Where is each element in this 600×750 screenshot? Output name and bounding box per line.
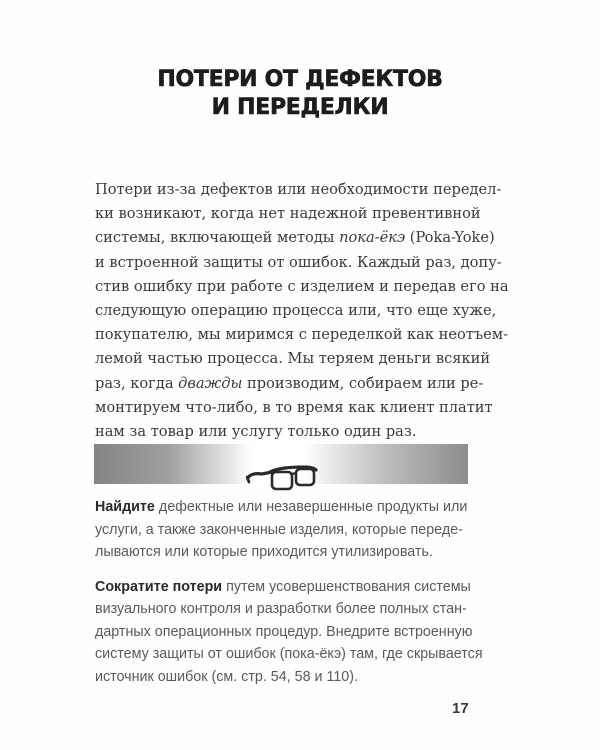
tip-line	[95, 496, 469, 519]
tip-text: путем усовершенствования системы	[222, 578, 471, 595]
tip-line: услуги, а также законченные изделия, которые переде-	[95, 521, 463, 538]
body-paragraph	[95, 178, 509, 444]
tip-reduce	[95, 576, 483, 689]
tip-line: источник ошибок (см. стр. 54, 58 и 110).	[95, 668, 358, 685]
body-line: ки возникают, когда нет надежной превентивной	[95, 205, 481, 223]
poka-yoke-latin: (Poka-Yoke)	[405, 229, 495, 247]
heading-line-1: ПОТЕРИ ОТ ДЕФЕКТОВ	[157, 67, 443, 92]
body-line-text: производим, собираем или ре-	[242, 374, 484, 392]
eyeglasses-icon	[246, 462, 318, 492]
gradient-banner	[94, 444, 468, 484]
body-line: покупателю, мы миримся с переделкой как неотъем-	[95, 326, 509, 344]
body-line: следующую операцию процесса или, что еще хуже,	[95, 302, 497, 320]
body-line	[95, 226, 495, 250]
tip-reduce-lead: Сократите потери	[95, 578, 223, 595]
body-line: и встроенной защиты от ошибок. Каждый раз, допу-	[95, 253, 502, 271]
body-line: Потери из-за дефектов или необходимости передел-	[95, 181, 502, 198]
tip-line: дартных операционных процедур. Внедрите встроенную	[95, 623, 473, 640]
tip-line	[95, 576, 469, 599]
body-line-text: системы, включающей методы	[95, 229, 340, 247]
body-line-text: раз, когда	[95, 374, 179, 392]
tip-line: визуального контроля и разработки более полных стан-	[95, 601, 467, 617]
body-line: нам за товар или услугу только один раз.	[95, 423, 417, 441]
tip-find	[95, 496, 469, 564]
tip-find-lead: Найдите	[95, 499, 155, 515]
body-line: лемой частью процесса. Мы теряем деньги всякий	[95, 350, 491, 368]
tip-line: систему защиты от ошибок (пока-ёкэ) там, где скрывается	[95, 646, 483, 662]
poka-yoke-term: пока-ёкэ	[339, 229, 406, 247]
tip-line: лываются или которые приходится утилизировать.	[95, 544, 433, 560]
heading-line-2: И ПЕРЕДЕЛКИ	[211, 95, 389, 120]
chapter-heading	[0, 66, 600, 122]
tip-text: дефектные или незавершенные продукты или	[154, 499, 468, 515]
emphasis-twice: дважды	[178, 374, 243, 392]
body-line	[95, 372, 484, 396]
tips-section	[95, 496, 483, 700]
page-number: 17	[452, 700, 469, 717]
body-line: монтируем что-либо, в то время как клиент платит	[95, 398, 493, 416]
body-line: стив ошибку при работе с изделием и передав его на	[95, 277, 509, 295]
